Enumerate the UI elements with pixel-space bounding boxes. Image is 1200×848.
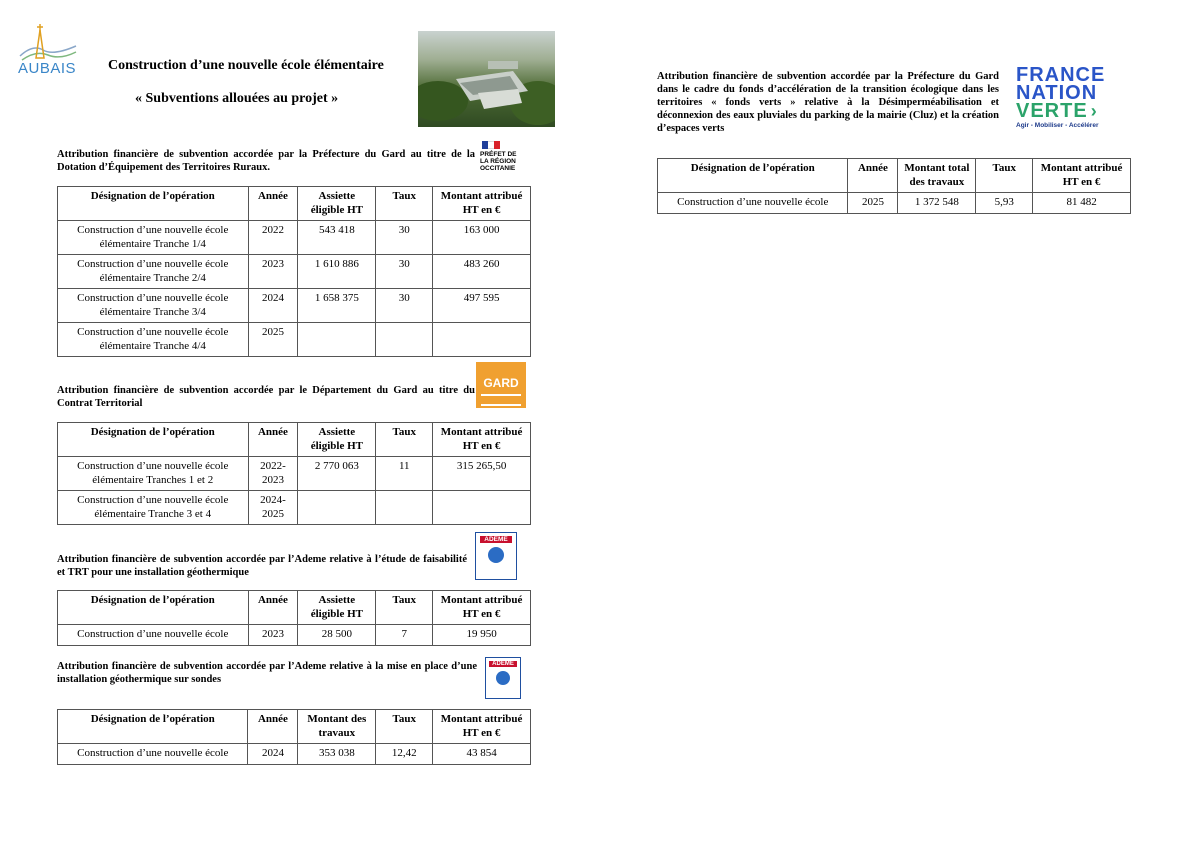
col-taux: Taux bbox=[376, 710, 433, 744]
cell-designation: Construction d’une nouvelle école élémentaire Tranche 1/4 bbox=[58, 221, 249, 255]
cell-assiette bbox=[298, 491, 376, 525]
departement-caption: Attribution financière de subvention accordée par le Département du Gard au titre du Contrat Territorial bbox=[57, 385, 475, 409]
cell-designation: Construction d’une nouvelle école élémentaire Tranche 3/4 bbox=[58, 289, 249, 323]
ademe-sondes-table bbox=[57, 709, 531, 765]
cell-total: 1 372 548 bbox=[898, 193, 976, 214]
table-row bbox=[58, 323, 531, 357]
page-subtitle: « Subventions allouées au projet » bbox=[135, 91, 339, 106]
cell-assiette: 1 658 375 bbox=[298, 289, 376, 323]
church-icon bbox=[18, 22, 78, 62]
col-designation: Désignation de l’opération bbox=[58, 423, 249, 457]
col-taux: Taux bbox=[976, 159, 1033, 193]
cell-designation: Construction d’une nouvelle école élémentaire Tranche 2/4 bbox=[58, 255, 249, 289]
ademe-logo bbox=[475, 532, 517, 580]
cell-designation: Construction d’une nouvelle école élémentaire Tranches 1 et 2 bbox=[58, 457, 249, 491]
gard-logo bbox=[476, 362, 526, 408]
col-designation: Désignation de l’opération bbox=[58, 187, 249, 221]
col-montant: Montant attribué HT en € bbox=[433, 423, 531, 457]
cell-montant: 163 000 bbox=[433, 221, 531, 255]
col-taux: Taux bbox=[376, 187, 433, 221]
chevron-right-icon: › bbox=[1090, 101, 1097, 121]
cell-taux bbox=[376, 491, 433, 525]
fonds-verts-caption: Attribution financière de subvention accordée par la Préfecture du Gard dans le cadre du fonds d’accélération de la transition écologique dans les territoires « fonds verts » relative à la Désimperméabilisation et déconnexion des eaux pluviales du parking de la mairie (Cluz) et la création d’espaces verts bbox=[657, 71, 999, 134]
ademe-etude-table bbox=[57, 590, 531, 646]
col-travaux: Montant des travaux bbox=[298, 710, 376, 744]
cell-annee: 2022 bbox=[248, 221, 298, 255]
col-total: Montant total des travaux bbox=[898, 159, 976, 193]
ademe-sondes-caption: Attribution financière de subvention accordée par l’Ademe relative à la mise en place d’une installation géothermique sur sondes bbox=[57, 661, 477, 685]
aubais-logo-text: AUBAIS bbox=[18, 60, 77, 77]
col-annee: Année bbox=[248, 591, 298, 625]
cell-taux bbox=[376, 323, 433, 357]
cell-taux: 30 bbox=[376, 255, 433, 289]
col-annee: Année bbox=[248, 423, 298, 457]
ademe-etude-caption: Attribution financière de subvention accordée par l’Ademe relative à l’étude de faisabilité et TRT pour une installation géothermique bbox=[57, 554, 467, 578]
cell-taux: 5,93 bbox=[976, 193, 1033, 214]
fonds-verts-table bbox=[657, 158, 1131, 214]
table-row bbox=[58, 625, 531, 646]
gard-logo-text: GARD bbox=[483, 376, 519, 390]
cell-montant: 19 950 bbox=[433, 625, 531, 646]
col-taux: Taux bbox=[376, 423, 433, 457]
cell-assiette: 1 610 886 bbox=[298, 255, 376, 289]
table-row bbox=[58, 491, 531, 525]
detr-table bbox=[57, 186, 531, 357]
ademe-logo-text: ADEME bbox=[480, 536, 512, 543]
cell-taux: 7 bbox=[376, 625, 433, 646]
table-row bbox=[58, 255, 531, 289]
table-header-row bbox=[58, 591, 531, 625]
col-montant: Montant attribué HT en € bbox=[433, 187, 531, 221]
cell-taux: 30 bbox=[376, 221, 433, 255]
col-designation: Désignation de l’opération bbox=[658, 159, 848, 193]
cell-annee: 2024 bbox=[248, 289, 298, 323]
cell-designation: Construction d’une nouvelle école bbox=[58, 625, 249, 646]
cell-designation: Construction d’une nouvelle école bbox=[658, 193, 848, 214]
col-assiette: Assiette éligible HT bbox=[298, 423, 376, 457]
cell-assiette bbox=[298, 323, 376, 357]
cell-annee: 2025 bbox=[248, 323, 298, 357]
cell-montant: 315 265,50 bbox=[433, 457, 531, 491]
col-designation: Désignation de l’opération bbox=[58, 710, 248, 744]
col-montant: Montant attribué HT en € bbox=[433, 710, 531, 744]
fnv-line3: VERTE bbox=[1016, 100, 1088, 122]
table-row bbox=[58, 289, 531, 323]
cell-assiette: 28 500 bbox=[298, 625, 376, 646]
cell-annee: 2024-2025 bbox=[248, 491, 298, 525]
prefet-occitanie-logo bbox=[480, 141, 530, 181]
cell-annee: 2025 bbox=[848, 193, 898, 214]
aubais-logo bbox=[18, 22, 78, 80]
cell-montant bbox=[433, 491, 531, 525]
ademe-logo-2-text: ADEME bbox=[489, 661, 517, 667]
col-annee: Année bbox=[848, 159, 898, 193]
table-row bbox=[58, 457, 531, 491]
school-aerial-photo bbox=[418, 31, 555, 127]
cell-montant: 43 854 bbox=[433, 744, 531, 765]
cell-annee: 2024 bbox=[248, 744, 298, 765]
france-nation-verte-logo bbox=[1016, 66, 1136, 128]
prefet-logo-text: PRÉFET DE LA RÉGION OCCITANIE bbox=[480, 151, 517, 172]
cell-montant: 483 260 bbox=[433, 255, 531, 289]
departement-table bbox=[57, 422, 531, 525]
cell-travaux: 353 038 bbox=[298, 744, 376, 765]
cell-taux: 12,42 bbox=[376, 744, 433, 765]
table-row bbox=[58, 744, 531, 765]
cell-designation: Construction d’une nouvelle école bbox=[58, 744, 248, 765]
cell-montant bbox=[433, 323, 531, 357]
table-header-row bbox=[58, 710, 531, 744]
table-row bbox=[658, 193, 1131, 214]
cell-designation: Construction d’une nouvelle école élémentaire Tranche 4/4 bbox=[58, 323, 249, 357]
col-taux: Taux bbox=[376, 591, 433, 625]
cell-annee: 2023 bbox=[248, 625, 298, 646]
page-title: Construction d’une nouvelle école élémentaire bbox=[108, 58, 384, 73]
fnv-line2: NATION bbox=[1016, 82, 1098, 104]
detr-caption: Attribution financière de subvention accordée par la Préfecture du Gard au titre de la Dotation d’Équipement des Territoires Ruraux. bbox=[57, 149, 475, 173]
table-header-row bbox=[58, 187, 531, 221]
cell-taux: 30 bbox=[376, 289, 433, 323]
col-assiette: Assiette éligible HT bbox=[298, 591, 376, 625]
table-header-row bbox=[58, 423, 531, 457]
fnv-line1: FRANCE bbox=[1016, 64, 1106, 86]
col-montant: Montant attribué HT en € bbox=[1033, 159, 1131, 193]
col-montant: Montant attribué HT en € bbox=[433, 591, 531, 625]
cell-assiette: 2 770 063 bbox=[298, 457, 376, 491]
cell-montant: 81 482 bbox=[1033, 193, 1131, 214]
cell-annee: 2023 bbox=[248, 255, 298, 289]
col-annee: Année bbox=[248, 710, 298, 744]
col-annee: Année bbox=[248, 187, 298, 221]
cell-taux: 11 bbox=[376, 457, 433, 491]
table-header-row bbox=[658, 159, 1131, 193]
globe-icon bbox=[496, 671, 510, 685]
table-row bbox=[58, 221, 531, 255]
cell-designation: Construction d’une nouvelle école élémentaire Tranche 3 et 4 bbox=[58, 491, 249, 525]
ademe-logo-2 bbox=[485, 657, 521, 699]
col-assiette: Assiette éligible HT bbox=[298, 187, 376, 221]
cell-assiette: 543 418 bbox=[298, 221, 376, 255]
globe-icon bbox=[488, 547, 504, 563]
col-designation: Désignation de l’opération bbox=[58, 591, 249, 625]
cell-annee: 2022-2023 bbox=[248, 457, 298, 491]
fnv-tagline: Agir - Mobiliser - Accélérer bbox=[1016, 122, 1099, 129]
cell-montant: 497 595 bbox=[433, 289, 531, 323]
